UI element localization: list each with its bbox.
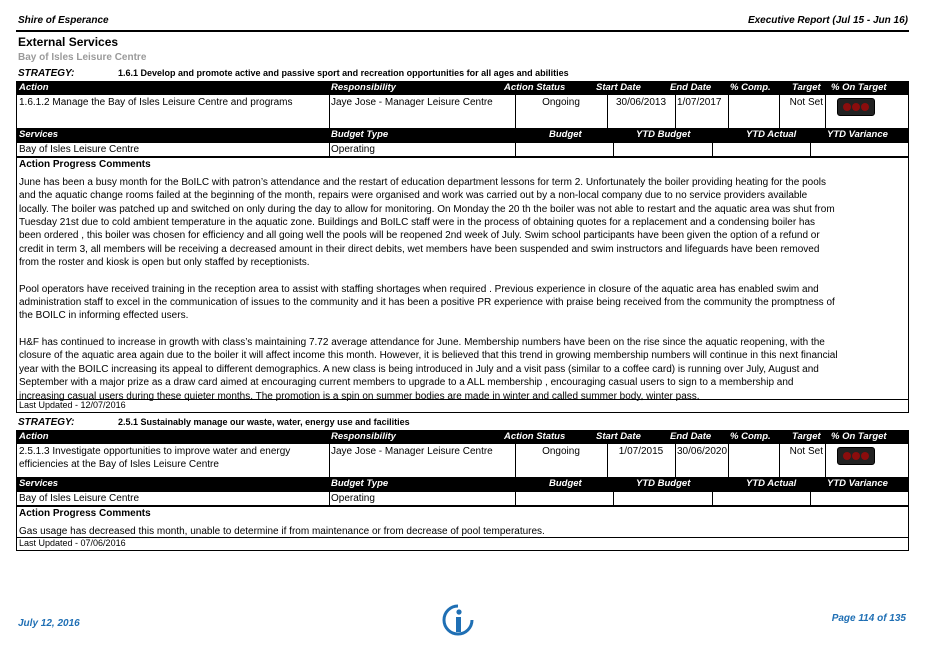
service-header-bar bbox=[16, 128, 909, 142]
action-end-date: 30/06/2020 bbox=[677, 446, 728, 457]
progress-comments bbox=[16, 505, 909, 538]
col-end-date: End Date bbox=[670, 82, 712, 93]
action-header-bar bbox=[16, 430, 909, 444]
comment-paragraph: Gas usage has decreased this month, unable to determine if from maintenance or from decrease of pool temperatures. bbox=[19, 526, 545, 537]
comments-title: Action Progress Comments bbox=[19, 508, 151, 519]
subsection-title: Bay of Isles Leisure Centre bbox=[18, 52, 147, 63]
action-name: 1.6.1.2 Manage the Bay of Isles Leisure Centre and programs bbox=[19, 97, 293, 108]
col-responsibility: Responsibility bbox=[331, 82, 396, 93]
comment-paragraph: Pool operators have received training in the reception area to assist with staffing shortages when required . Previous experience in closure of the aquatic area has enabled swim and administration staff to excel in the communication of issues to the community and it has been a positive PR experience with praise being received from the community the promptness of the BOILC in informing effected users. bbox=[19, 283, 835, 322]
col-action-status: Action Status bbox=[504, 431, 566, 442]
header-divider bbox=[16, 30, 909, 32]
col-end-date: End Date bbox=[670, 431, 712, 442]
service-name: Bay of Isles Leisure Centre bbox=[19, 493, 140, 504]
comments-title: Action Progress Comments bbox=[19, 159, 151, 170]
col-ytd-actual: YTD Actual bbox=[746, 478, 797, 489]
last-updated: Last Updated - 12/07/2016 bbox=[16, 399, 909, 413]
col-budget-type: Budget Type bbox=[331, 129, 389, 140]
action-start-date: 1/07/2015 bbox=[618, 446, 664, 457]
page-number: Page 114 of 135 bbox=[831, 613, 906, 624]
comment-paragraph: June has been a busy month for the BoILC with patron’s attendance and the restart of education department lessons for term 2. Unfortunately the boiler providing heating for the pools and the aquatic change rooms failed at the beginning of the month, repairs were organised and work was carried out by a non-local company due to no service providers available locally. The boiler was patched up and switched on only during the day to allow for monitoring. On Monday the 20 th the boiler was not able to restart and the aquatic area was shut from Tuesday 21st due to cold ambient temperature in the aquatic zone. Buildings and BoILC staff were in the process of obtaining quotes for a replacement and a condensing boiler has been ordered , this boiler was chosen for efficiency and all going well the pools will be reopened 2nd week of July. Swim school participants have been given the option of a refund or credit in term 3, all members will be receiving a decreased amount in their direct debits, wet members have been suspended and swim instructors and lifeguards have been removed from the roster and kiosk is open but only staffed by receptionists. bbox=[19, 177, 835, 269]
col-action-status: Action Status bbox=[504, 82, 566, 93]
col-action: Action bbox=[19, 82, 49, 93]
info-logo-icon bbox=[440, 603, 476, 642]
traffic-light-icon bbox=[837, 98, 875, 116]
col-budget: Budget bbox=[549, 478, 582, 489]
col-services: Services bbox=[19, 478, 59, 489]
col-comp: % Comp. bbox=[730, 431, 771, 442]
strategy-title: 1.6.1 Develop and promote active and passive sport and recreation opportunities for all ages and abilities bbox=[118, 68, 569, 78]
action-name: 2.5.1.3 Investigate opportunities to improve water and energy efficiencies at the Bay of Isles Leisure Centre bbox=[19, 446, 291, 470]
footer-date: July 12, 2016 bbox=[18, 618, 80, 629]
action-row bbox=[16, 443, 909, 478]
strategy-label: STRATEGY: bbox=[18, 68, 75, 79]
service-budget-type: Operating bbox=[331, 493, 375, 504]
action-status: Ongoing bbox=[542, 446, 580, 457]
traffic-light-icon bbox=[837, 447, 875, 465]
col-ytd-budget: YTD Budget bbox=[636, 478, 691, 489]
col-ytd-actual: YTD Actual bbox=[746, 129, 797, 140]
progress-comments bbox=[16, 156, 909, 400]
col-responsibility: Responsibility bbox=[331, 431, 396, 442]
strategy-title: 2.5.1 Sustainably manage our waste, water, energy use and facilities bbox=[118, 417, 410, 427]
action-responsibility: Jaye Jose - Manager Leisure Centre bbox=[331, 97, 493, 108]
col-start-date: Start Date bbox=[596, 82, 641, 93]
col-target: Target bbox=[792, 82, 821, 93]
report-title: Executive Report (Jul 15 - Jun 16) bbox=[747, 15, 908, 26]
col-on-target: % On Target bbox=[831, 431, 887, 442]
col-ytd-variance: YTD Variance bbox=[827, 478, 888, 489]
col-target: Target bbox=[792, 431, 821, 442]
col-comp: % Comp. bbox=[730, 82, 771, 93]
col-on-target: % On Target bbox=[831, 82, 887, 93]
col-budget: Budget bbox=[549, 129, 582, 140]
comment-paragraph: H&F has continued to increase in growth with class’s maintaining 7.72 average attendance for June. Membership numbers have been on the rise since the aquatic reopening, with the closure of the aquatic area again due to the boiler it will affect income this month. However, it is believed that this trend in growing membership numbers will continue in this next financial year with the BOILC increasing its appeal to different demographics. A new class is being introduced in July and a visit pass (similar to a coffee card) is running over July, August and September with a major prize as a draw card aimed at encouraging current members to upgrade to a ALL membership , encouraging casual users to sign to a membership and increasing casual users during these quieter months. The promotion is a spin on summer bodies are made in winter and called summer body, winter pass. bbox=[19, 337, 838, 402]
section-title: External Services bbox=[18, 35, 119, 49]
service-budget-type: Operating bbox=[331, 144, 375, 155]
action-end-date: 1/07/2017 bbox=[677, 97, 722, 108]
action-start-date: 30/06/2013 bbox=[615, 97, 667, 108]
col-ytd-variance: YTD Variance bbox=[827, 129, 888, 140]
service-name: Bay of Isles Leisure Centre bbox=[19, 144, 140, 155]
org-name: Shire of Esperance bbox=[18, 15, 109, 26]
action-row bbox=[16, 94, 909, 129]
col-budget-type: Budget Type bbox=[331, 478, 389, 489]
action-responsibility: Jaye Jose - Manager Leisure Centre bbox=[331, 446, 493, 457]
action-target: Not Set bbox=[789, 446, 823, 457]
action-target: Not Set bbox=[789, 97, 823, 108]
col-ytd-budget: YTD Budget bbox=[636, 129, 691, 140]
col-services: Services bbox=[19, 129, 59, 140]
action-status: Ongoing bbox=[542, 97, 580, 108]
service-header-bar bbox=[16, 477, 909, 491]
col-start-date: Start Date bbox=[596, 431, 641, 442]
strategy-label: STRATEGY: bbox=[18, 417, 75, 428]
last-updated: Last Updated - 07/06/2016 bbox=[16, 537, 909, 551]
col-action: Action bbox=[19, 431, 49, 442]
action-header-bar bbox=[16, 81, 909, 95]
